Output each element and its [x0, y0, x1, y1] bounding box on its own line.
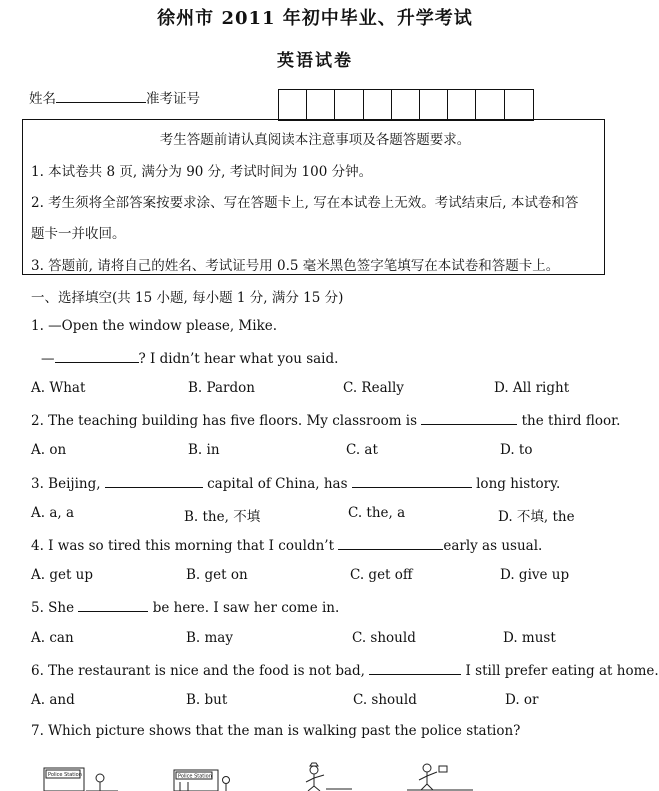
- question-1-text: ? I didn’t hear what you said.: [138, 351, 339, 367]
- option-c[interactable]: C. get off: [350, 567, 413, 583]
- exam-number-cell[interactable]: [420, 90, 448, 120]
- option-d[interactable]: D. All right: [494, 380, 570, 396]
- exam-number-cell[interactable]: [307, 90, 335, 120]
- option-d[interactable]: D. to: [500, 442, 533, 458]
- question-7: 7. Which picture shows that the man is walking past the police station?: [31, 723, 521, 739]
- exam-number-cell[interactable]: [448, 90, 476, 120]
- option-a[interactable]: A. a, a: [31, 505, 75, 521]
- question-3-text-mid: capital of China, has: [202, 476, 352, 492]
- option-b[interactable]: B. get on: [186, 567, 248, 583]
- exam-number-cell[interactable]: [505, 90, 533, 120]
- question-4: [31, 536, 542, 554]
- answer-blank[interactable]: [338, 536, 443, 550]
- option-b[interactable]: B. in: [188, 442, 220, 458]
- option-a[interactable]: A. and: [31, 692, 75, 708]
- question-6-text-end: I still prefer eating at home.: [461, 663, 659, 679]
- name-blank[interactable]: [56, 89, 146, 103]
- name-label: 姓名: [29, 91, 56, 107]
- answer-blank[interactable]: [78, 598, 148, 612]
- option-d[interactable]: D. must: [503, 630, 556, 646]
- option-a[interactable]: A. can: [31, 630, 74, 646]
- option-d[interactable]: D. 不填, the: [498, 509, 575, 525]
- section-1-heading: 一、选择填空(共 15 小题, 每小题 1 分, 满分 15 分): [31, 290, 344, 306]
- picture-b-sign: Police Station: [178, 773, 212, 780]
- exam-number-cell[interactable]: [364, 90, 392, 120]
- exam-number-grid[interactable]: [278, 89, 534, 121]
- question-6: [31, 661, 659, 679]
- option-c[interactable]: C. the, a: [348, 505, 406, 521]
- exam-number-cell[interactable]: [335, 90, 363, 120]
- option-b[interactable]: B. the, 不填: [184, 509, 261, 525]
- exam-subtitle: 英语试卷: [277, 51, 353, 71]
- notice-item-3: 3. 答题前, 请将自己的姓名、考试证号用 0.5 毫米黑色签字笔填写在本试卷和答题卡上。: [31, 258, 560, 274]
- notice-item-2-line-2: 题卡一并收回。: [31, 226, 126, 242]
- option-b[interactable]: B. may: [186, 630, 233, 646]
- option-b[interactable]: B. Pardon: [188, 380, 255, 396]
- option-d[interactable]: D. give up: [500, 567, 570, 583]
- question-2-text: 2. The teaching building has five floors. My classroom is: [31, 413, 422, 429]
- notice-item-1: 1. 本试卷共 8 页, 满分为 90 分, 考试时间为 100 分钟。: [31, 164, 373, 180]
- question-5-text: 5. She: [31, 600, 79, 616]
- question-1-dash: —: [41, 351, 55, 367]
- answer-blank[interactable]: [55, 349, 139, 363]
- notice-heading: 考生答题前请认真阅读本注意事项及各题答题要求。: [159, 132, 471, 148]
- question-4-text-end: early as usual.: [443, 538, 543, 554]
- picture-b[interactable]: [168, 760, 248, 791]
- exam-number-cell[interactable]: [476, 90, 504, 120]
- picture-c[interactable]: [296, 760, 356, 791]
- option-d[interactable]: D. or: [505, 692, 539, 708]
- picture-a-sign: Police Station: [48, 772, 82, 778]
- answer-blank[interactable]: [352, 474, 472, 488]
- question-1-line-1: 1. —Open the window please, Mike.: [31, 318, 278, 334]
- exam-number-cell[interactable]: [279, 90, 307, 120]
- question-3: [31, 474, 560, 492]
- picture-d[interactable]: [405, 760, 475, 791]
- exam-no-label: 准考证号: [146, 91, 200, 107]
- option-c[interactable]: C. should: [353, 692, 417, 708]
- exam-title: 徐州市 2011 年初中毕业、升学考试: [157, 8, 473, 29]
- question-3-text-end: long history.: [471, 476, 561, 492]
- option-c[interactable]: C. should: [352, 630, 416, 646]
- option-c[interactable]: C. at: [346, 442, 378, 458]
- exam-number-cell[interactable]: [392, 90, 420, 120]
- question-5: [31, 598, 339, 616]
- option-c[interactable]: C. Really: [343, 380, 404, 396]
- option-a[interactable]: A. What: [31, 380, 86, 396]
- question-3-text: 3. Beijing,: [31, 476, 105, 492]
- answer-blank[interactable]: [105, 474, 203, 488]
- question-5-text-end: be here. I saw her come in.: [148, 600, 340, 616]
- question-4-text: 4. I was so tired this morning that I couldn’t: [31, 538, 339, 554]
- name-row: [29, 87, 200, 107]
- answer-blank[interactable]: [369, 661, 461, 675]
- answer-blank[interactable]: [421, 411, 517, 425]
- picture-a[interactable]: [40, 760, 120, 791]
- question-2: [31, 411, 620, 429]
- notice-item-2-line-1: 2. 考生须将全部答案按要求涂、写在答题卡上, 写在本试卷上无效。考试结束后, 本试卷和答: [31, 195, 579, 211]
- option-a[interactable]: A. on: [31, 442, 67, 458]
- question-1-line-2: [41, 349, 338, 367]
- question-2-text-end: the third floor.: [517, 413, 621, 429]
- option-b[interactable]: B. but: [186, 692, 228, 708]
- question-6-text: 6. The restaurant is nice and the food is not bad,: [31, 663, 370, 679]
- option-a[interactable]: A. get up: [31, 567, 94, 583]
